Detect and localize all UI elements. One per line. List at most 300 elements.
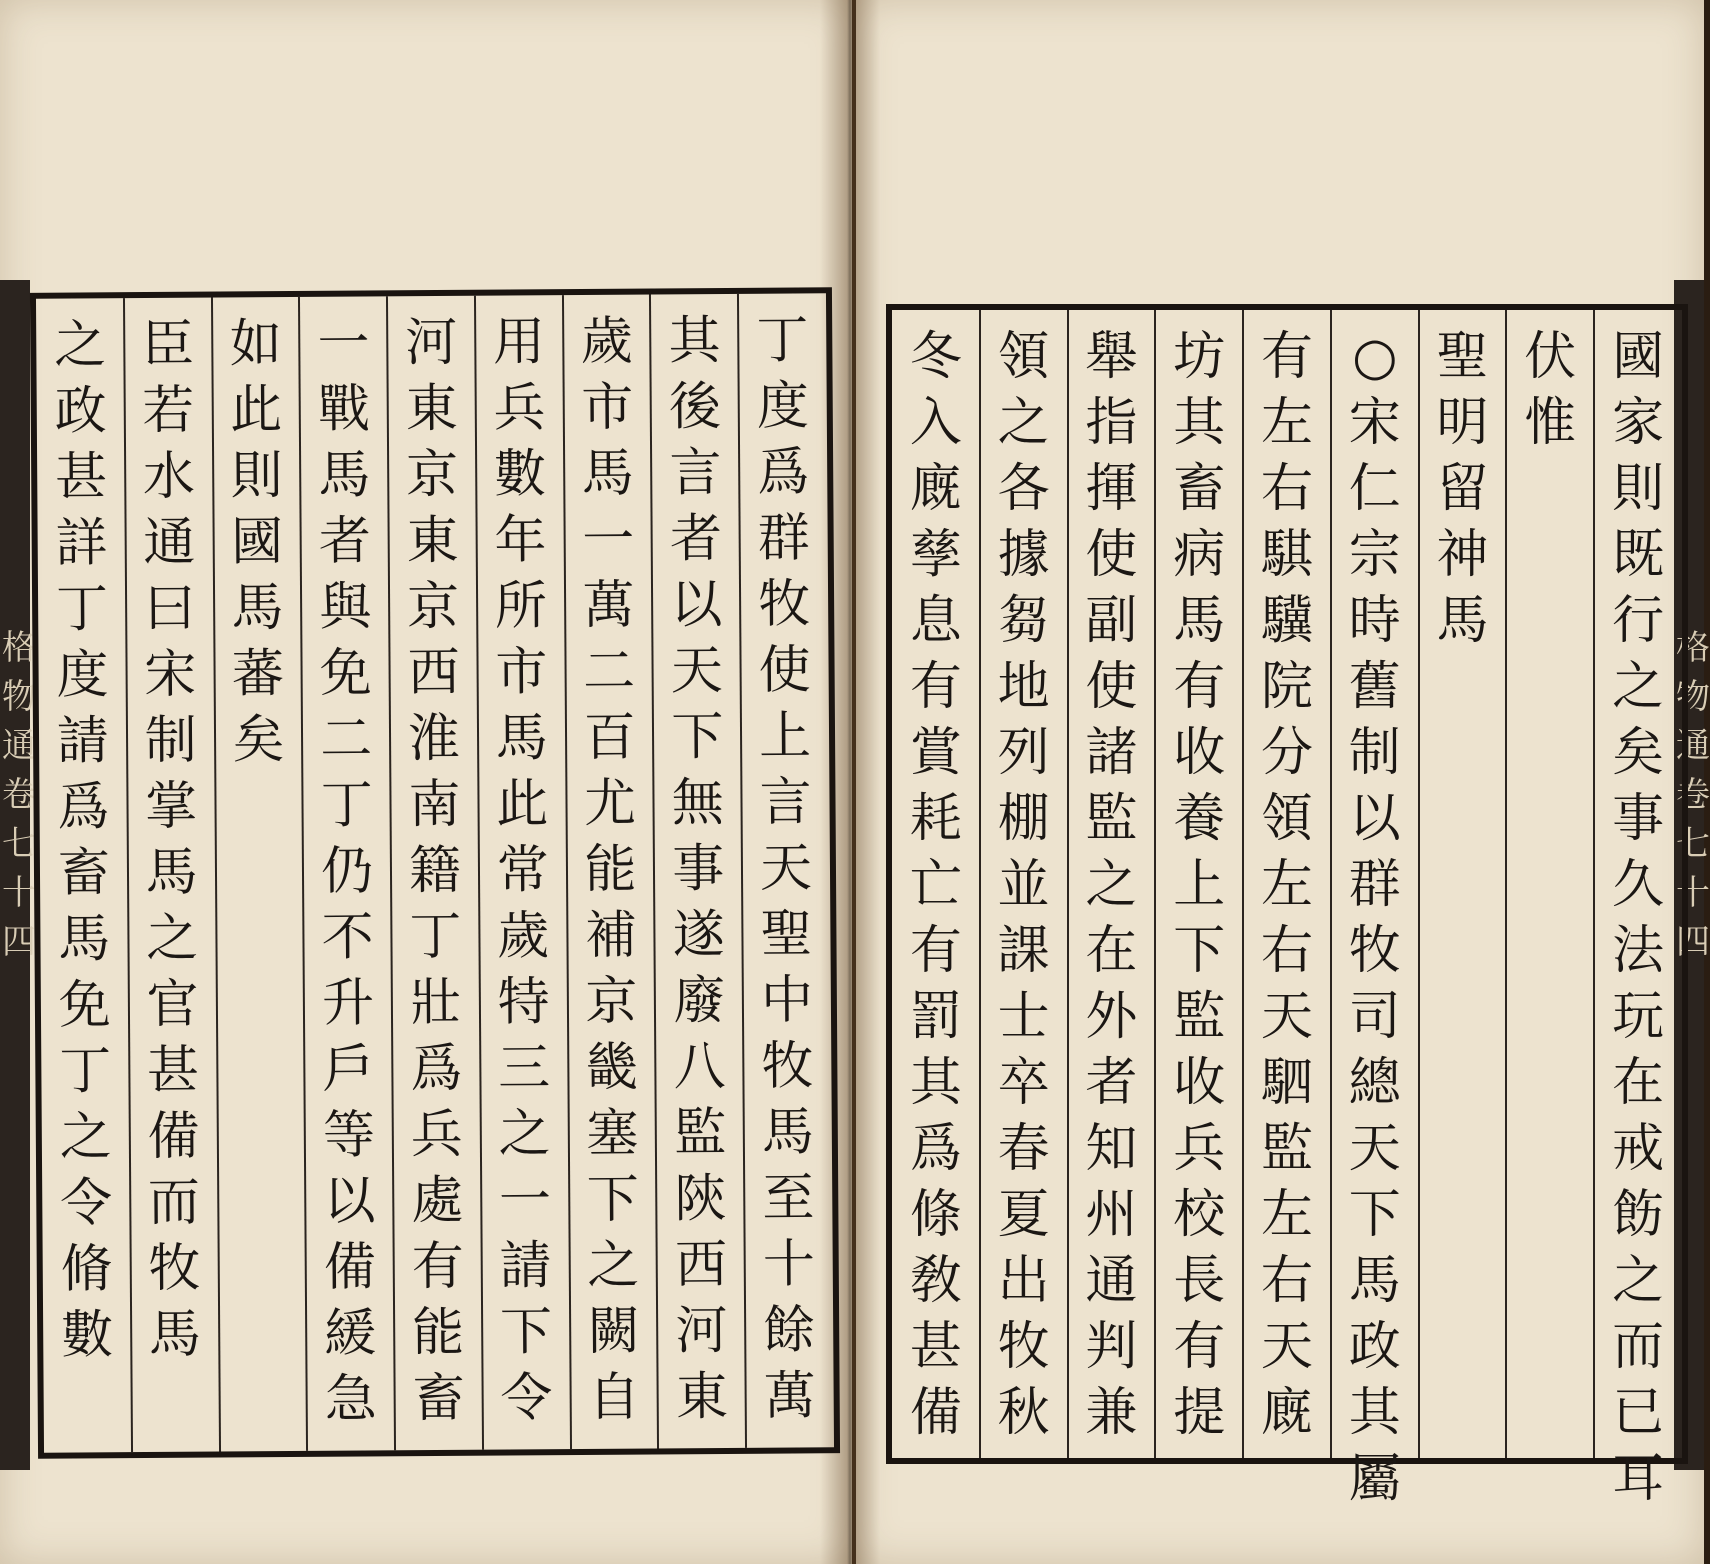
character: 丁 — [59, 1041, 112, 1102]
character: 兼 — [1085, 1383, 1138, 1443]
character: 敎 — [909, 1251, 962, 1311]
character: 國 — [230, 512, 284, 573]
character: 官 — [146, 974, 199, 1036]
character: 神 — [1436, 525, 1489, 585]
character: 惟 — [1524, 393, 1577, 453]
character: 騏 — [1260, 525, 1313, 585]
character: 塞 — [586, 1103, 639, 1164]
character: 分 — [1260, 723, 1313, 783]
character: 脩 — [60, 1239, 113, 1300]
character: 者 — [1085, 1053, 1138, 1113]
character: 群 — [1348, 855, 1401, 915]
character: 自 — [587, 1367, 641, 1428]
right-column-3 — [1419, 310, 1507, 1458]
character: 坊 — [1173, 327, 1226, 387]
character: 之 — [1612, 657, 1665, 717]
character: 處 — [411, 1170, 464, 1232]
margin-char: 十 — [2, 873, 36, 913]
character: 戒 — [1612, 1119, 1665, 1179]
character: 河 — [405, 312, 458, 374]
character: 水 — [142, 446, 196, 508]
character: 備 — [909, 1383, 962, 1443]
character: 備 — [323, 1237, 377, 1298]
character: 萬 — [582, 575, 635, 636]
character: 其 — [909, 1053, 962, 1113]
character: 令 — [500, 1368, 553, 1429]
margin-char: 卷 — [2, 775, 36, 815]
character: 政 — [54, 381, 107, 442]
character: 據 — [997, 525, 1050, 585]
character: 下 — [586, 1169, 640, 1230]
character: 無 — [671, 772, 725, 834]
character: 留 — [1436, 459, 1489, 519]
character: 甚 — [54, 447, 108, 508]
character: 病 — [1173, 525, 1226, 585]
character: 領 — [1260, 789, 1313, 849]
character: 市 — [495, 642, 548, 703]
character: 行 — [1612, 591, 1665, 651]
character: 兵 — [1173, 1119, 1226, 1179]
character: 東 — [406, 510, 459, 572]
character: 東 — [405, 378, 458, 440]
character: ○ — [1352, 327, 1398, 387]
character: 監 — [673, 1102, 727, 1164]
character: 群 — [757, 508, 810, 569]
character: 兵 — [493, 378, 546, 439]
character: 舉 — [1085, 327, 1138, 387]
character: 下 — [1348, 1185, 1401, 1245]
right-column-1 — [1594, 310, 1682, 1509]
character: 此 — [496, 774, 549, 835]
margin-char: 通 — [2, 726, 36, 766]
character: 言 — [669, 442, 722, 504]
character: 下 — [1173, 921, 1226, 981]
character: 矣 — [1612, 723, 1665, 783]
character: 爲 — [410, 1038, 463, 1100]
character: 時 — [1348, 591, 1401, 651]
character: 左 — [1260, 1185, 1313, 1245]
right-column-4 — [1331, 310, 1419, 1509]
character: 耳 — [1612, 1449, 1665, 1509]
character: 之 — [1085, 855, 1138, 915]
character: 夏 — [997, 1185, 1050, 1245]
character: 牧 — [761, 1036, 814, 1097]
character: 玩 — [1612, 987, 1665, 1047]
character: 所 — [494, 576, 548, 637]
character: 天 — [759, 838, 813, 899]
character: 馬 — [148, 1304, 202, 1366]
margin-char: 卷 — [1676, 775, 1710, 815]
character: 有 — [909, 657, 962, 717]
character: 仍 — [320, 841, 374, 902]
character: 之 — [587, 1235, 640, 1296]
character: 既 — [1612, 525, 1665, 585]
character: 南 — [408, 774, 461, 836]
character: 棚 — [997, 789, 1050, 849]
character: 馬 — [58, 909, 111, 970]
character: 養 — [1173, 789, 1226, 849]
character: 牧 — [997, 1317, 1050, 1377]
character: 京 — [585, 971, 638, 1032]
character: 後 — [668, 376, 722, 438]
margin-char: 通 — [1676, 726, 1710, 766]
character: 副 — [1085, 591, 1138, 651]
character: 八 — [673, 1036, 726, 1098]
character: 一 — [317, 313, 370, 374]
character: 常 — [496, 840, 549, 901]
character: 右 — [1260, 921, 1313, 981]
character: 一 — [581, 509, 635, 570]
character: 者 — [669, 508, 723, 570]
character: 西 — [674, 1234, 728, 1296]
character: 京 — [406, 576, 460, 638]
character: 各 — [997, 459, 1050, 519]
character: 仁 — [1348, 459, 1401, 519]
character: 政 — [1348, 1317, 1401, 1377]
character: 芻 — [997, 591, 1050, 651]
character: 地 — [997, 657, 1050, 717]
character: 監 — [1085, 789, 1138, 849]
right-column-7 — [1068, 310, 1156, 1458]
character: 曰 — [143, 578, 196, 640]
character: 宗 — [1348, 525, 1401, 585]
character: 下 — [499, 1302, 553, 1363]
character: 臣 — [141, 314, 195, 376]
character: 並 — [997, 855, 1050, 915]
character: 制 — [144, 710, 197, 772]
left-column-5 — [387, 296, 483, 1451]
left-column-6 — [299, 296, 395, 1451]
character: 冬 — [909, 327, 962, 387]
character: 馬 — [1436, 591, 1489, 651]
character: 外 — [1085, 987, 1138, 1047]
character: 則 — [1612, 459, 1665, 519]
character: 萬 — [763, 1366, 816, 1427]
character: 久 — [1612, 855, 1665, 915]
character: 秋 — [997, 1383, 1050, 1443]
character: 畜 — [1173, 459, 1226, 519]
character: 度 — [756, 376, 810, 437]
character: 牧 — [148, 1238, 201, 1300]
character: 爲 — [57, 777, 110, 838]
character: 有 — [411, 1236, 464, 1298]
left-column-9 — [36, 298, 132, 1453]
character: 爲 — [757, 442, 810, 503]
character: 闕 — [587, 1301, 640, 1362]
character: 矣 — [232, 710, 285, 771]
character: 能 — [411, 1302, 465, 1364]
character: 其 — [668, 310, 721, 372]
left-edge-margin-text — [2, 620, 36, 963]
character: 掌 — [144, 776, 198, 838]
character: 二 — [582, 641, 636, 702]
character: 領 — [997, 327, 1050, 387]
character: 有 — [909, 921, 962, 981]
character: 卒 — [997, 1053, 1050, 1113]
character: 以 — [1348, 789, 1401, 849]
character: 監 — [1173, 987, 1226, 1047]
character: 免 — [319, 643, 373, 704]
character: 馬 — [231, 578, 284, 639]
character: 天 — [670, 640, 724, 702]
character: 以 — [670, 574, 723, 636]
margin-char: 四 — [1676, 922, 1710, 962]
character: 上 — [1173, 855, 1226, 915]
character: 馬 — [495, 708, 549, 769]
left-column-4 — [475, 295, 571, 1450]
character: 飭 — [1612, 1185, 1665, 1245]
character: 左 — [1260, 393, 1313, 453]
character: 西 — [407, 642, 460, 704]
character: 條 — [909, 1185, 962, 1245]
character: 廢 — [672, 970, 726, 1032]
left-column-2 — [650, 294, 746, 1449]
character: 此 — [229, 380, 283, 441]
character: 畜 — [57, 843, 111, 904]
character: 有 — [1173, 657, 1226, 717]
character: 不 — [321, 907, 374, 968]
character: 若 — [142, 380, 195, 442]
left-column-1 — [738, 293, 834, 1448]
character: 其 — [1173, 393, 1226, 453]
character: 天 — [1260, 1317, 1313, 1377]
character: 免 — [58, 975, 111, 1036]
character: 戰 — [317, 379, 371, 440]
character: 天 — [1260, 987, 1313, 1047]
character: 數 — [60, 1305, 114, 1366]
character: 度 — [56, 645, 109, 706]
right-column-6 — [1155, 310, 1243, 1458]
character: 令 — [59, 1173, 113, 1234]
character: 淮 — [407, 708, 461, 770]
character: 百 — [583, 707, 636, 768]
character: 國 — [1612, 327, 1665, 387]
character: 亡 — [909, 855, 962, 915]
character: 左 — [1260, 855, 1313, 915]
character: 馬 — [145, 842, 198, 904]
character: 畿 — [585, 1037, 639, 1098]
character: 丁 — [409, 906, 462, 968]
character: 請 — [56, 711, 110, 772]
character: 十 — [762, 1234, 816, 1295]
character: 提 — [1173, 1383, 1226, 1443]
character: 至 — [762, 1168, 815, 1229]
margin-char: 七 — [1676, 824, 1710, 864]
character: 長 — [1173, 1251, 1226, 1311]
character: 馬 — [318, 445, 371, 506]
character: 備 — [147, 1106, 200, 1168]
character: 而 — [1612, 1317, 1665, 1377]
character: 以 — [323, 1171, 376, 1232]
character: 兵 — [410, 1104, 464, 1166]
character: 者 — [318, 511, 372, 572]
character: 歲 — [496, 906, 550, 967]
character: 京 — [405, 444, 459, 506]
margin-char: 物 — [1676, 677, 1710, 717]
character: 右 — [1260, 459, 1313, 519]
character: 右 — [1260, 1251, 1313, 1311]
character: 聖 — [1436, 327, 1489, 387]
character: 聖 — [760, 904, 813, 965]
left-column-3 — [563, 294, 659, 1449]
character: 之 — [59, 1107, 112, 1168]
character: 三 — [497, 1038, 551, 1099]
character: 賞 — [909, 723, 962, 783]
character: 則 — [230, 446, 283, 507]
character: 通 — [1085, 1251, 1138, 1311]
character: 事 — [1612, 789, 1665, 849]
character: 市 — [581, 377, 634, 438]
character: 孳 — [909, 525, 962, 585]
character: 馬 — [1348, 1251, 1401, 1311]
character: 士 — [997, 987, 1050, 1047]
character: 出 — [997, 1251, 1050, 1311]
character: 中 — [760, 970, 814, 1031]
character: 歲 — [580, 311, 634, 372]
character: 屬 — [1348, 1449, 1401, 1509]
character: 息 — [909, 591, 962, 651]
character: 諸 — [1085, 723, 1138, 783]
character: 入 — [909, 393, 962, 453]
character: 之 — [997, 393, 1050, 453]
character: 宋 — [144, 644, 197, 706]
character: 有 — [1173, 1317, 1226, 1377]
character: 緩 — [324, 1303, 377, 1364]
margin-char: 四 — [2, 922, 36, 962]
character: 牧 — [1348, 921, 1401, 981]
character: 升 — [321, 973, 375, 1034]
margin-char: 七 — [2, 824, 36, 864]
character: 揮 — [1085, 459, 1138, 519]
character: 院 — [1260, 657, 1313, 717]
character: 而 — [147, 1172, 201, 1234]
character: 知 — [1085, 1119, 1138, 1179]
margin-char: 格 — [1676, 628, 1710, 668]
character: 甚 — [146, 1040, 200, 1102]
character: 爲 — [909, 1119, 962, 1179]
character: 馬 — [581, 443, 634, 504]
right-column-8 — [980, 310, 1068, 1458]
character: 廐 — [1260, 1383, 1313, 1443]
character: 通 — [143, 512, 196, 574]
character: 請 — [499, 1236, 552, 1297]
character: 數 — [493, 444, 547, 505]
character: 蕃 — [231, 644, 285, 705]
character: 使 — [1085, 657, 1138, 717]
character: 廐 — [909, 459, 962, 519]
character: 之 — [145, 908, 199, 970]
character: 甚 — [909, 1317, 962, 1377]
character: 特 — [497, 972, 550, 1033]
character: 用 — [492, 312, 546, 373]
character: 有 — [1260, 327, 1313, 387]
character: 言 — [759, 772, 812, 833]
character: 河 — [675, 1300, 728, 1362]
character: 其 — [1348, 1383, 1401, 1443]
character: 與 — [319, 577, 372, 638]
character: 籍 — [408, 840, 462, 902]
character: 已 — [1612, 1383, 1665, 1443]
character: 一 — [498, 1170, 552, 1231]
character: 尤 — [583, 773, 637, 834]
character: 急 — [324, 1369, 378, 1430]
character: 判 — [1085, 1317, 1138, 1377]
character: 伏 — [1524, 327, 1577, 387]
character: 丁 — [320, 775, 373, 836]
character: 如 — [229, 314, 282, 375]
character: 罰 — [909, 987, 962, 1047]
right-column-5 — [1243, 310, 1331, 1458]
character: 課 — [997, 921, 1050, 981]
character: 指 — [1085, 393, 1138, 453]
character: 戶 — [322, 1039, 375, 1100]
character: 收 — [1173, 723, 1226, 783]
character: 使 — [1085, 525, 1138, 585]
margin-char: 格 — [2, 628, 36, 668]
character: 制 — [1348, 723, 1401, 783]
character: 耗 — [909, 789, 962, 849]
left-column-7 — [212, 297, 308, 1452]
character: 之 — [53, 315, 107, 376]
character: 牧 — [758, 574, 811, 635]
character: 驥 — [1260, 591, 1313, 651]
character: 宋 — [1348, 393, 1401, 453]
character: 馬 — [761, 1102, 815, 1163]
character: 收 — [1173, 1053, 1226, 1113]
character: 家 — [1612, 393, 1665, 453]
character: 列 — [997, 723, 1050, 783]
character: 總 — [1348, 1053, 1401, 1113]
character: 陝 — [674, 1168, 727, 1230]
character: 年 — [494, 510, 547, 571]
character: 補 — [584, 905, 638, 966]
character: 東 — [675, 1366, 729, 1428]
character: 州 — [1085, 1185, 1138, 1245]
character: 等 — [322, 1105, 376, 1166]
character: 事 — [672, 838, 725, 900]
character: 丁 — [55, 579, 109, 640]
character: 司 — [1348, 987, 1401, 1047]
margin-char: 十 — [1676, 873, 1710, 913]
character: 使 — [758, 640, 811, 701]
character: 詳 — [55, 513, 108, 574]
character: 春 — [997, 1119, 1050, 1179]
character: 駟 — [1260, 1053, 1313, 1113]
character: 舊 — [1348, 657, 1401, 717]
character: 能 — [584, 839, 637, 900]
character: 之 — [498, 1104, 551, 1165]
character: 在 — [1612, 1053, 1665, 1113]
right-column-9 — [892, 310, 980, 1458]
character: 明 — [1436, 393, 1489, 453]
left-column-8 — [124, 298, 220, 1453]
left-text-frame — [30, 287, 840, 1459]
right-column-2 — [1506, 310, 1594, 1458]
character: 馬 — [1173, 591, 1226, 651]
character: 餘 — [763, 1300, 816, 1361]
character: 畜 — [412, 1368, 465, 1430]
margin-char: 物 — [2, 677, 36, 717]
character: 校 — [1173, 1185, 1226, 1245]
character: 之 — [1612, 1251, 1665, 1311]
character: 在 — [1085, 921, 1138, 981]
character: 上 — [758, 706, 812, 767]
character: 監 — [1260, 1119, 1313, 1179]
character: 二 — [320, 709, 373, 770]
character: 下 — [671, 706, 724, 768]
character: 壯 — [409, 972, 463, 1034]
character: 天 — [1348, 1119, 1401, 1179]
